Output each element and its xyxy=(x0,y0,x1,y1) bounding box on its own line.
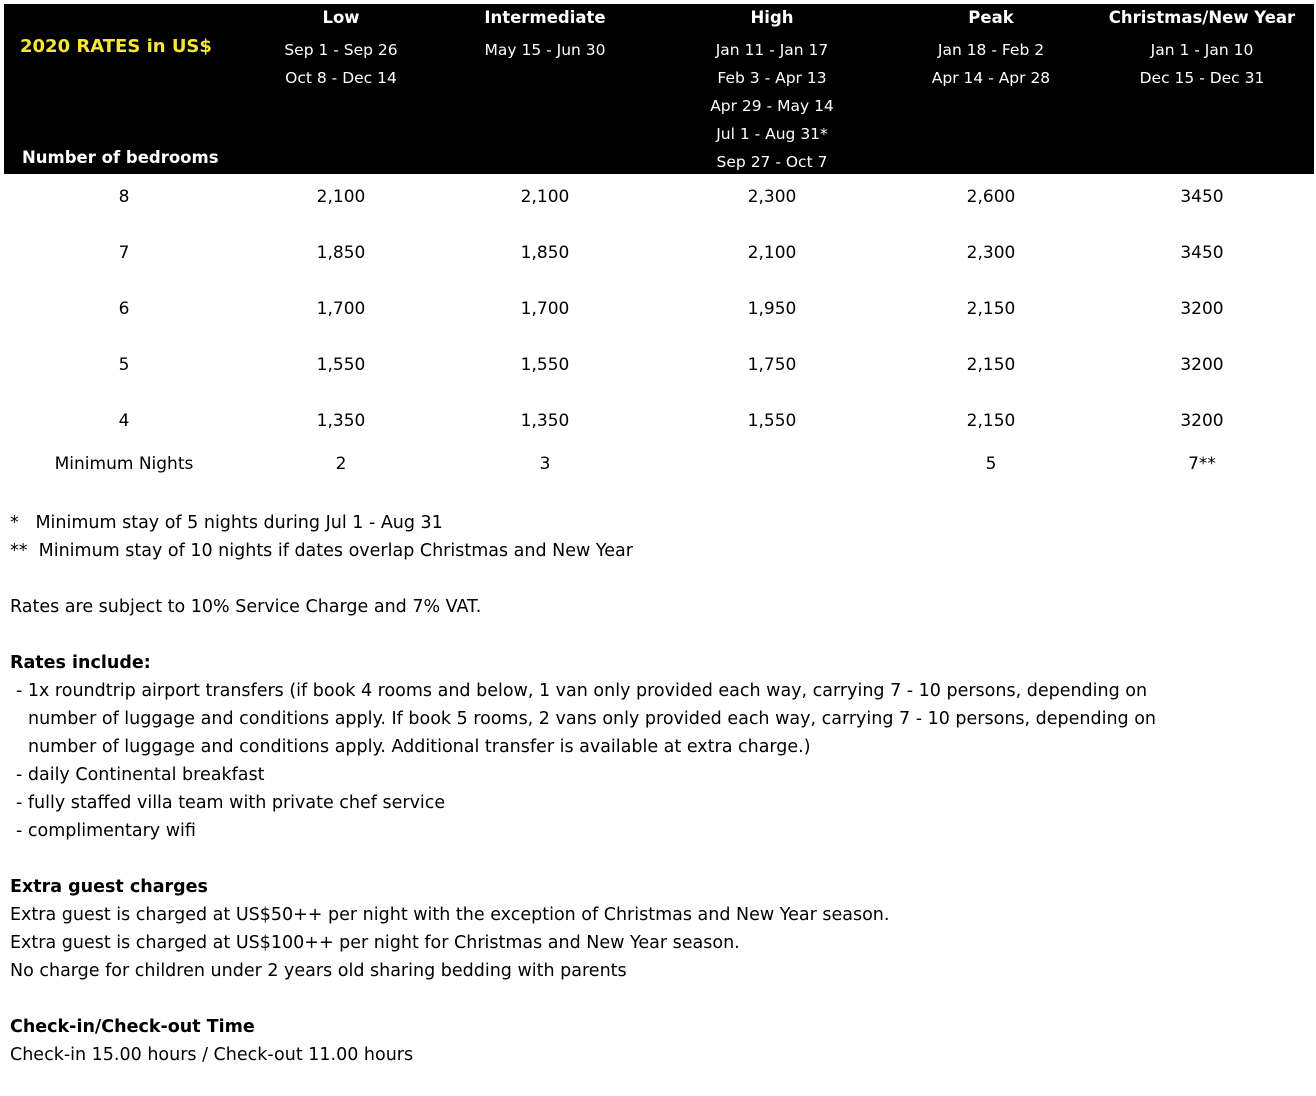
rates-title: 2020 RATES in US$ xyxy=(20,36,212,57)
rate-cell-peak: 2,600 xyxy=(966,187,1016,207)
season-high xyxy=(647,8,897,176)
bedrooms-cell: 8 xyxy=(118,187,130,207)
season-date: Sep 27 - Oct 7 xyxy=(716,153,828,171)
rates-table-header xyxy=(4,4,1314,174)
min-nights-intermediate: 3 xyxy=(539,454,551,474)
table-row xyxy=(4,286,1314,342)
rate-cell-christmas: 3450 xyxy=(1180,187,1224,207)
rates-table-body xyxy=(4,174,1314,494)
rate-cell-christmas: 3200 xyxy=(1180,299,1224,319)
season-name-peak: Peak xyxy=(968,8,1014,27)
rate-cell-intermediate: 1,850 xyxy=(520,243,570,263)
checkin-times: Check-in 15.00 hours / Check-out 11.00 hours xyxy=(10,1045,414,1065)
rate-cell-intermediate: 1,550 xyxy=(520,355,570,375)
rate-cell-high: 1,550 xyxy=(747,411,797,431)
minimum-nights-label: Minimum Nights xyxy=(54,454,194,474)
season-date: Jan 18 - Feb 2 xyxy=(937,41,1045,59)
season-name-christmas: Christmas/New Year xyxy=(1108,8,1296,27)
rate-cell-low: 2,100 xyxy=(316,187,366,207)
season-date: Jul 1 - Aug 31* xyxy=(716,125,828,143)
season-intermediate xyxy=(420,8,670,64)
minimum-nights-row xyxy=(4,454,1314,494)
season-date: Apr 29 - May 14 xyxy=(710,97,834,115)
season-date: Jan 11 - Jan 17 xyxy=(715,41,829,59)
season-date: Sep 1 - Sep 26 xyxy=(284,41,398,59)
season-date: Feb 3 - Apr 13 xyxy=(717,69,827,87)
footnote-double-asterisk: ** Minimum stay of 10 nights if dates overlap Christmas and New Year xyxy=(10,541,633,561)
season-date: Oct 8 - Dec 14 xyxy=(285,69,397,87)
rate-cell-intermediate: 2,100 xyxy=(520,187,570,207)
rate-cell-christmas: 3450 xyxy=(1180,243,1224,263)
footnote-single-asterisk: * Minimum stay of 5 nights during Jul 1 - Aug 31 xyxy=(10,513,443,533)
season-date: May 15 - Jun 30 xyxy=(484,41,606,59)
season-date: Jan 1 - Jan 10 xyxy=(1150,41,1254,59)
min-nights-low: 2 xyxy=(335,454,347,474)
include-item-transfers: - 1x roundtrip airport transfers (if book 4 rooms and below, 1 van only provided each way, carrying 7 - 10 persons, depending on xyxy=(16,681,1148,701)
season-date: Dec 15 - Dec 31 xyxy=(1139,69,1265,87)
season-name-low: Low xyxy=(322,8,360,27)
include-item-wifi: - complimentary wifi xyxy=(16,821,196,841)
season-date: Apr 14 - Apr 28 xyxy=(931,69,1051,87)
table-row xyxy=(4,230,1314,286)
rate-cell-high: 2,100 xyxy=(747,243,797,263)
include-item-staff: - fully staffed villa team with private chef service xyxy=(16,793,446,813)
extra-guest-line: Extra guest is charged at US$50++ per night with the exception of Christmas and New Year season. xyxy=(10,905,890,925)
rate-cell-low: 1,550 xyxy=(316,355,366,375)
bedrooms-column-label: Number of bedrooms xyxy=(22,148,219,167)
rate-cell-intermediate: 1,350 xyxy=(520,411,570,431)
rate-cell-christmas: 3200 xyxy=(1180,411,1224,431)
rate-cell-low: 1,850 xyxy=(316,243,366,263)
table-row xyxy=(4,398,1314,454)
include-item-transfers-cont: number of luggage and conditions apply. If book 5 rooms, 2 vans only provided each way, carrying 7 - 10 persons, depending on xyxy=(28,709,1157,729)
include-item-breakfast: - daily Continental breakfast xyxy=(16,765,265,785)
bedrooms-cell: 5 xyxy=(118,355,130,375)
include-item-transfers-cont: number of luggage and conditions apply. Additional transfer is available at extra charge.) xyxy=(28,737,811,757)
notes-section xyxy=(10,509,1300,1069)
rate-cell-low: 1,350 xyxy=(316,411,366,431)
rate-cell-peak: 2,300 xyxy=(966,243,1016,263)
rate-cell-high: 2,300 xyxy=(747,187,797,207)
rate-cell-christmas: 3200 xyxy=(1180,355,1224,375)
season-name-high: High xyxy=(750,8,794,27)
season-name-intermediate: Intermediate xyxy=(484,8,606,27)
rate-cell-peak: 2,150 xyxy=(966,355,1016,375)
rates-include-heading: Rates include: xyxy=(10,653,151,673)
min-nights-christmas: 7** xyxy=(1188,454,1216,474)
rate-cell-high: 1,750 xyxy=(747,355,797,375)
min-nights-peak: 5 xyxy=(985,454,997,474)
extra-guest-heading: Extra guest charges xyxy=(10,877,208,897)
tax-note: Rates are subject to 10% Service Charge and 7% VAT. xyxy=(10,597,482,617)
table-row xyxy=(4,174,1314,230)
table-row xyxy=(4,342,1314,398)
extra-guest-line: Extra guest is charged at US$100++ per night for Christmas and New Year season. xyxy=(10,933,740,953)
rate-cell-low: 1,700 xyxy=(316,299,366,319)
rate-cell-high: 1,950 xyxy=(747,299,797,319)
checkin-heading: Check-in/Check-out Time xyxy=(10,1017,255,1037)
bedrooms-cell: 6 xyxy=(118,299,130,319)
bedrooms-cell: 4 xyxy=(118,411,130,431)
bedrooms-cell: 7 xyxy=(118,243,130,263)
rate-cell-peak: 2,150 xyxy=(966,411,1016,431)
rate-cell-intermediate: 1,700 xyxy=(520,299,570,319)
season-christmas xyxy=(1077,8,1316,92)
extra-guest-line: No charge for children under 2 years old sharing bedding with parents xyxy=(10,961,627,981)
rate-cell-peak: 2,150 xyxy=(966,299,1016,319)
